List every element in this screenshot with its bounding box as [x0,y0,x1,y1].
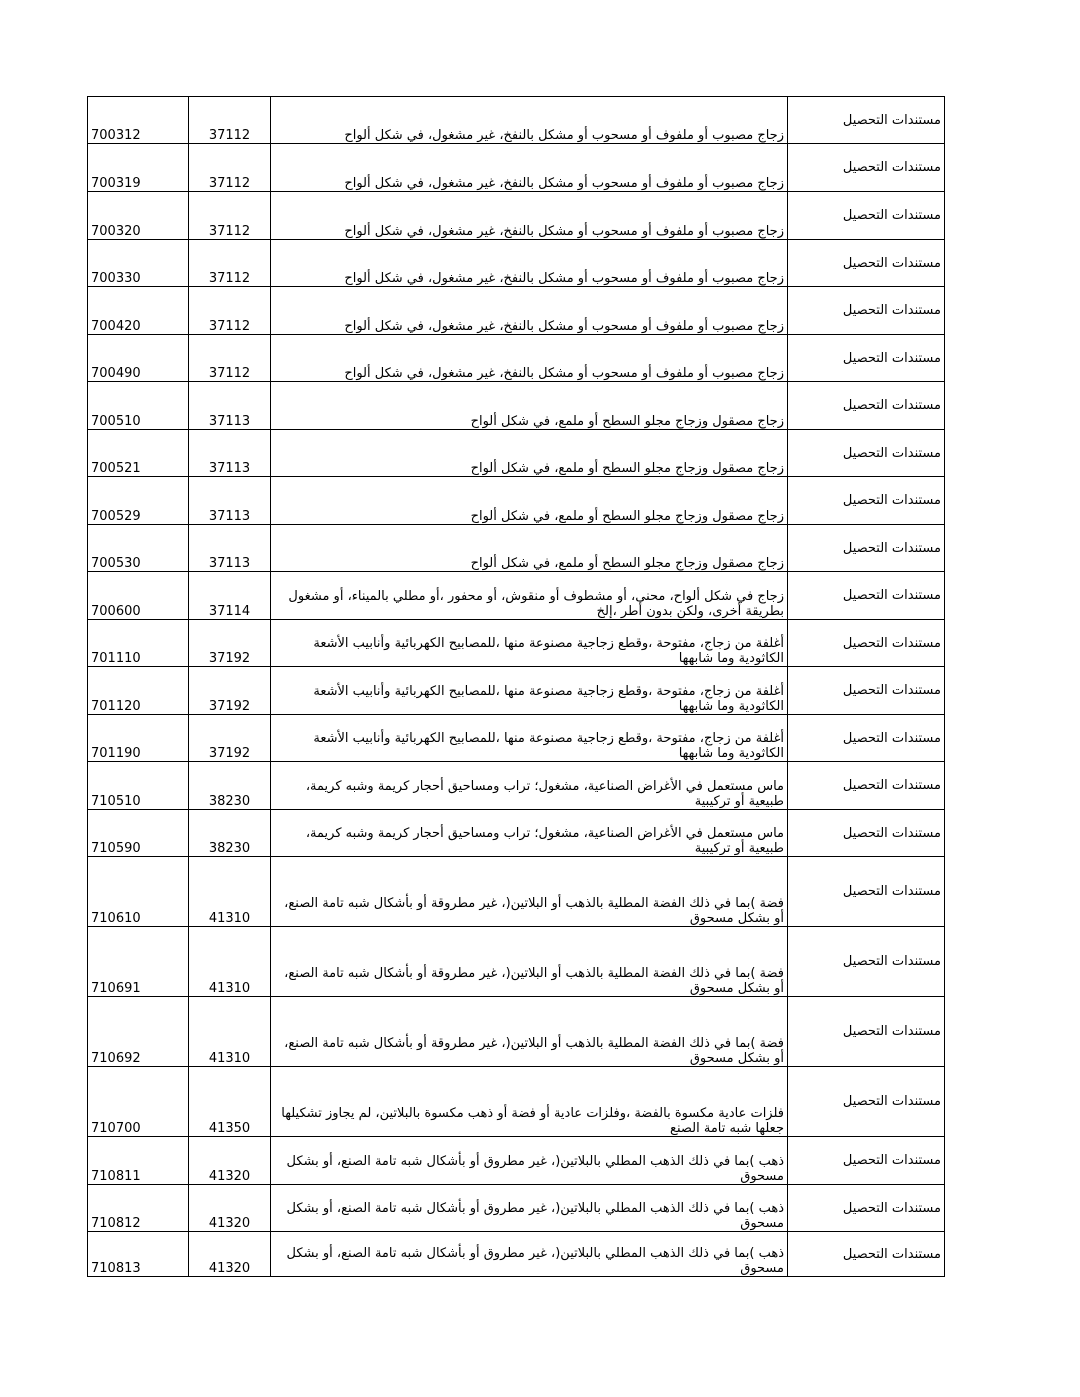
table-row [88,572,945,620]
cpc-code-cell: 41320 [189,1232,271,1277]
category-cell: مستندات التحصيل [788,927,945,997]
cpc-code-cell: 37112 [189,335,271,382]
table-row [88,927,945,997]
hs-code-cell: 700530 [88,525,189,572]
hs-code-cell: 710590 [88,810,189,857]
cpc-code-cell: 37113 [189,477,271,525]
table-row [88,97,945,144]
table-row [88,192,945,240]
hs-code-cell: 710692 [88,997,189,1067]
table-row [88,287,945,335]
table-row [88,715,945,762]
hs-code-cell: 700600 [88,572,189,620]
cpc-code-cell: 37112 [189,240,271,287]
category-cell: مستندات التحصيل [788,715,945,762]
hs-code-cell: 700521 [88,430,189,477]
description-cell: فضة )بما في ذلك الفضة المطلية بالذهب أو البلاتين(، غير مطروقة أو بأشكال شبه تامة الصنع، أو بشكل مسحوق [271,927,788,997]
table-row [88,667,945,715]
tariff-table-body [88,97,945,1277]
category-cell: مستندات التحصيل [788,240,945,287]
hs-code-cell: 701190 [88,715,189,762]
table-row [88,1232,945,1277]
description-cell: زجاج مصبوب أو ملفوف أو مسحوب أو مشكل بالنفخ، غير مشغول، في شكل ألواح [271,192,788,240]
description-cell: ذهب )بما في ذلك الذهب المطلي بالبلاتين(، غير مطروق أو بأشكال شبه تامة الصنع، أو بشكل مسحوق [271,1232,788,1277]
cpc-code-cell: 37192 [189,715,271,762]
table-row [88,335,945,382]
hs-code-cell: 700330 [88,240,189,287]
description-cell: زجاج في شكل ألواح، محنى، أو مشطوف أو منقوش، أو محفور ،أو مطلي بالميناء، أو مشغول بطريقة أخرى، ولكن بدون أطر ،إلخ [271,572,788,620]
hs-code-cell: 701120 [88,667,189,715]
description-cell: ذهب )بما في ذلك الذهب المطلي بالبلاتين(، غير مطروق أو بأشكال شبه تامة الصنع، أو بشكل مسحوق [271,1137,788,1185]
hs-code-cell: 710813 [88,1232,189,1277]
hs-code-cell: 700312 [88,97,189,144]
cpc-code-cell: 41350 [189,1067,271,1137]
description-cell: أغلفة من زجاج، مفتوحة ،وقطع زجاجية مصنوعة منها ،للمصابيح الكهربائية وأنابيب الأشعة الكاثودية وما شابهها [271,620,788,667]
table-row [88,1067,945,1137]
category-cell: مستندات التحصيل [788,192,945,240]
cpc-code-cell: 37192 [189,620,271,667]
description-cell: زجاج مصقول وزجاج مجلو السطح أو ملمع، في شكل ألواح [271,430,788,477]
hs-code-cell: 710812 [88,1185,189,1232]
cpc-code-cell: 41320 [189,1185,271,1232]
tariff-table-page [87,96,944,1277]
cpc-code-cell: 37114 [189,572,271,620]
category-cell: مستندات التحصيل [788,997,945,1067]
category-cell: مستندات التحصيل [788,1185,945,1232]
cpc-code-cell: 37112 [189,192,271,240]
table-row [88,762,945,810]
cpc-code-cell: 41310 [189,927,271,997]
hs-code-cell: 700320 [88,192,189,240]
category-cell: مستندات التحصيل [788,144,945,192]
cpc-code-cell: 41310 [189,997,271,1067]
table-row [88,620,945,667]
tariff-table [87,96,945,1277]
hs-code-cell: 700319 [88,144,189,192]
hs-code-cell: 701110 [88,620,189,667]
table-row [88,997,945,1067]
description-cell: زجاج مصبوب أو ملفوف أو مسحوب أو مشكل بالنفخ، غير مشغول، في شكل ألواح [271,335,788,382]
hs-code-cell: 710691 [88,927,189,997]
table-row [88,382,945,430]
category-cell: مستندات التحصيل [788,430,945,477]
category-cell: مستندات التحصيل [788,620,945,667]
cpc-code-cell: 37112 [189,144,271,192]
description-cell: زجاج مصبوب أو ملفوف أو مسحوب أو مشكل بالنفخ، غير مشغول، في شكل ألواح [271,144,788,192]
category-cell: مستندات التحصيل [788,382,945,430]
cpc-code-cell: 38230 [189,810,271,857]
category-cell: مستندات التحصيل [788,762,945,810]
cpc-code-cell: 41310 [189,857,271,927]
category-cell: مستندات التحصيل [788,525,945,572]
hs-code-cell: 700420 [88,287,189,335]
table-row [88,240,945,287]
description-cell: أغلفة من زجاج، مفتوحة ،وقطع زجاجية مصنوعة منها ،للمصابيح الكهربائية وأنابيب الأشعة الكاثودية وما شابهها [271,715,788,762]
cpc-code-cell: 38230 [189,762,271,810]
cpc-code-cell: 37112 [189,97,271,144]
category-cell: مستندات التحصيل [788,857,945,927]
category-cell: مستندات التحصيل [788,1067,945,1137]
description-cell: ماس مستعمل في الأغراض الصناعية، مشغول؛ تراب ومساحيق أحجار كريمة وشبه كريمة، طبيعية أو تركيبية [271,810,788,857]
category-cell: مستندات التحصيل [788,1232,945,1277]
description-cell: زجاج مصبوب أو ملفوف أو مسحوب أو مشكل بالنفخ، غير مشغول، في شكل ألواح [271,97,788,144]
description-cell: ذهب )بما في ذلك الذهب المطلي بالبلاتين(، غير مطروق أو بأشكال شبه تامة الصنع، أو بشكل مسحوق [271,1185,788,1232]
cpc-code-cell: 37113 [189,382,271,430]
hs-code-cell: 700490 [88,335,189,382]
hs-code-cell: 710610 [88,857,189,927]
cpc-code-cell: 37113 [189,430,271,477]
description-cell: زجاج مصبوب أو ملفوف أو مسحوب أو مشكل بالنفخ، غير مشغول، في شكل ألواح [271,287,788,335]
category-cell: مستندات التحصيل [788,335,945,382]
description-cell: ماس مستعمل في الأغراض الصناعية، مشغول؛ تراب ومساحيق أحجار كريمة وشبه كريمة، طبيعية أو تركيبية [271,762,788,810]
cpc-code-cell: 37192 [189,667,271,715]
description-cell: زجاج مصقول وزجاج مجلو السطح أو ملمع، في شكل ألواح [271,477,788,525]
description-cell: زجاج مصقول وزجاج مجلو السطح أو ملمع، في شكل ألواح [271,382,788,430]
category-cell: مستندات التحصيل [788,287,945,335]
cpc-code-cell: 37113 [189,525,271,572]
description-cell: زجاج مصبوب أو ملفوف أو مسحوب أو مشكل بالنفخ، غير مشغول، في شكل ألواح [271,240,788,287]
cpc-code-cell: 37112 [189,287,271,335]
table-row [88,810,945,857]
hs-code-cell: 700529 [88,477,189,525]
category-cell: مستندات التحصيل [788,477,945,525]
hs-code-cell: 700510 [88,382,189,430]
hs-code-cell: 710811 [88,1137,189,1185]
description-cell: فضة )بما في ذلك الفضة المطلية بالذهب أو البلاتين(، غير مطروقة أو بأشكال شبه تامة الصنع، أو بشكل مسحوق [271,857,788,927]
table-row [88,857,945,927]
description-cell: زجاج مصقول وزجاج مجلو السطح أو ملمع، في شكل ألواح [271,525,788,572]
table-row [88,477,945,525]
category-cell: مستندات التحصيل [788,1137,945,1185]
category-cell: مستندات التحصيل [788,97,945,144]
table-row [88,1185,945,1232]
hs-code-cell: 710700 [88,1067,189,1137]
category-cell: مستندات التحصيل [788,572,945,620]
table-row [88,144,945,192]
table-row [88,525,945,572]
cpc-code-cell: 41320 [189,1137,271,1185]
description-cell: أغلفة من زجاج، مفتوحة ،وقطع زجاجية مصنوعة منها ،للمصابيح الكهربائية وأنابيب الأشعة الكاثودية وما شابهها [271,667,788,715]
description-cell: فضة )بما في ذلك الفضة المطلية بالذهب أو البلاتين(، غير مطروقة أو بأشكال شبه تامة الصنع، أو بشكل مسحوق [271,997,788,1067]
table-row [88,1137,945,1185]
category-cell: مستندات التحصيل [788,667,945,715]
table-row [88,430,945,477]
description-cell: فلزات عادية مكسوة بالفضة ،وفلزات عادية أو فضة أو ذهب مكسوة بالبلاتين، لم يجاوز تشكيلها جعلها شبه تامة الصنع [271,1067,788,1137]
category-cell: مستندات التحصيل [788,810,945,857]
hs-code-cell: 710510 [88,762,189,810]
